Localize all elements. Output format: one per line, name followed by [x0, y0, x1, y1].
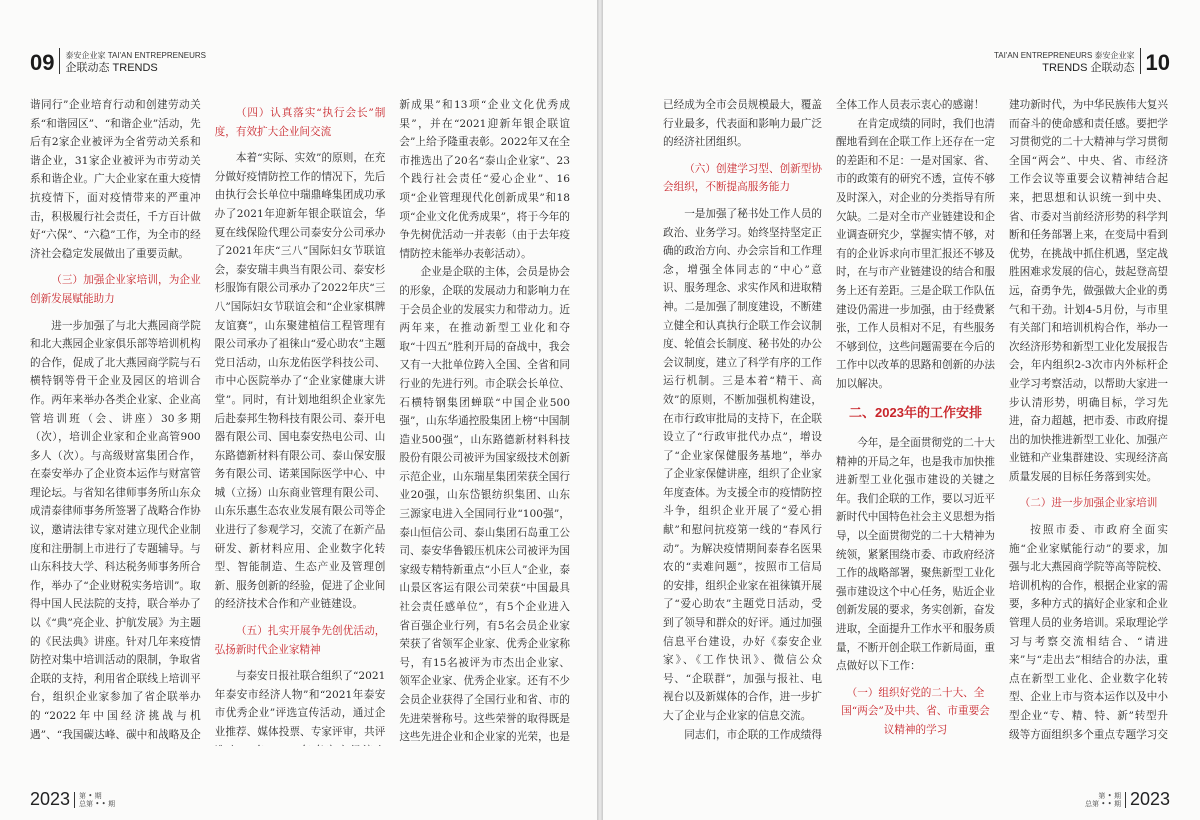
subsection-heading: （六）创建学习型、创新型协会组织，不断提高服务能力: [663, 162, 822, 194]
text-column: [399, 96, 570, 746]
footer-divider: [1125, 792, 1126, 808]
paragraph: 本着“实际、实效”的原则，在充分做好疫情防控工作的情况下，先后由执行会长单位中瑞鼎峰集团成功承办了2021年迎新年银企联谊会，华夏在线保险代理公司泰安分公司承办了2021年庆“三八”国际妇女节联谊会，泰安瑞丰典当有限公司、泰安杉杉服饰有限公司承办了2022年庆“三八”国际妇女节联谊会和“企业家棋牌友谊赛”，山东聚建植信工程管理有限公司承办了祖徕山“爱心助农”主题党日活动，山东龙佑医学科技公司、市中心医院举办了“企业家健康大讲堂”。同时，有计划地组织企业家先后赴泰邦生物科技有限公司、泰开电器有限公司、国电泰安热电公司、山东路德新材料有限公司、泰山保安服务有限公司、诺莱国际医学中心、中城（立扬）山东商业管理有限公司、山东乐惠生态农业发展有限公司等企业进行了参观学习，交流了在新产品研发、新材料应用、企业数字化转型、智能制造、生态产业及管理创新、服务创新的经验，促进了企业间的经济技术合作和产业链建设。: [214, 152, 386, 611]
paragraph: 按照市委、市政府全面实施“企业家赋能行动”的要求，加强与北大燕园商学院等高等院校、培训机构的合作，根据企业家的需要，多种方式的搞好企业家和企业管理人员的业务培训。采取理论学习与考察交流相结合、“请进来”与“走出去”相结合的办法，重点在新型工业化、企业数字化转型、企业上市与资本运作以及中小型企业“专、精、特、新”转型升级等方面组织多个重点专题学习交: [1009, 524, 1168, 741]
paragraph: 新成果”和13项“企业文化优秀成果”，并在“2021迎新年银企联谊会”上给予隆重表彰。2022年又在全市推选出了20名“泰山企业家”、23个践行社会责任“爱心企业”、16项“企业管理现代化创新成果”和18项“企业文化优秀成果”，将于今年的争先树优活动一并表彰（由于去年疫情防控未能举办表彰活动）。: [399, 99, 571, 260]
issue-total: 总第 • • 期: [1085, 800, 1121, 808]
issue-year: 2023: [1129, 789, 1170, 809]
subsection-heading: （四）认真落实“执行会长”制度，有效扩大企业间交流: [214, 107, 386, 138]
text-column: [663, 96, 822, 746]
header-titles: [65, 50, 206, 74]
paragraph: 一是加强了秘书处工作人员的政治、业务学习。始终坚持坚定正确的政治方向、办会宗旨和工作理念，增强全体同志的“中心”意识、服务理念、求实作风和进取精神。二是加强了制度建设，不断建立健全和认真执行企联工作会议制度、轮值会长制度、秘书处的办公会议制度，建立了科学有序的工作运行机制。三是本着“精干、高效”的原则，不断加强机构建设，在市行政审批局的支持下，在企联设立了“行政审批代办点”，增设了“企业家保健服务基地”，举办了企业家保健讲座，组织了企业家年度查体。为支援全市的疫情防控斗争，组织企业开展了“爱心捐献”和慰问抗疫第一线的“春风行动”。为解决疫情期间泰春名医果农的“卖难问题”，按照市工信局的安排，组织企业家在祖徕镇开展了“爱心助农”主题党日活动，受到了领导和群众的好评。通过加强信息平台建设，办好《泰安企业家》、《工作快讯》、微信公众号、“企联群”，加强与报社、电视台以及新媒体的合作，进一步扩大了企业与企业家的信息交流。: [663, 207, 822, 722]
paragraph: 进一步加强了与北大燕园商学院和北大燕园企业家俱乐部等培训机构的合作，促成了北大燕园商学院与石横特钢等骨干企业及园区的培训合作。两年来举办各类企业家、企业高管培训班（会、讲座）30多期（次），培训企业家和企业高管900多人（次）。与高级财富集团合作，在泰安举办了企业资本运作与财富管理论坛。与省知名律师事务所山东众成清泰律师事务所签署了战略合作协议，邀请法律专家对建立现代企业制度和注册制上市进行了专题辅导。与山东科技大学、科达税务师事务所合作，举办了“企业财税实务培训”。取得中国人民法院的支持，联合举办了以《“典”亮企业、护航发展》为主题的《民法典》讲座。针对几年来疫情防控对集中培训活动的限制，争取省企联的支持，利用省企联线上培训平台，组织企业家参加了省企联举办的“2022年中国经济挑战与机遇”、“我国碳达峰、碳中和战略及企: [30, 319, 201, 741]
section-heading: 二、2023年的工作安排: [849, 404, 982, 420]
right-page-columns: [663, 96, 1168, 746]
paragraph: 同志们，市企联的工作成绩得: [684, 728, 822, 741]
magazine-title: TAI'AN ENTREPRENEURS 泰安企业家: [994, 51, 1135, 60]
section-title: TRENDS 企联动态: [1042, 62, 1135, 74]
issue-year: 2023: [30, 789, 71, 809]
header-divider: [59, 48, 60, 74]
paragraph: 全体工作人员表示衷心的感谢！: [836, 99, 985, 111]
subsection-heading: （一）组织好党的二十大、全国“两会”及中共、省、市重要会议精神的学习: [841, 686, 990, 736]
right-page: [603, 0, 1200, 820]
page-number: 10: [1145, 50, 1170, 75]
section-title: 企联动态 TRENDS: [65, 62, 158, 74]
paragraph: 已经成为全市会员规模最大，覆盖行业最多，代表面和影响力最广泛的经济社团组织。: [663, 99, 822, 149]
paragraph: 企业是企联的主体，会员是协会的形象，企联的发展动力和影响力在于会员企业的发展实力和带动力。近两年来，在推动新型工业化和夺取“十四五”胜利开局的奋战中，我会又有一大批单位跨入全国、全省和同行业的先进行列。市企联会长单位、石横特钢集团蝉联“中国企业500强”，山东华通控股集团上榜“中国制造业500强”，山东路德新材料科技股份有限公司被评为国家级技术创新示范企业，山东瑞星集团荣获全国行业20强，山东岱银纺织集团、山东三源家电进入全国同行业“100强”，泰山恒信公司、泰山集团石岛重工公司、泰安华鲁锻压机床公司被评为国家级专精特新重点“小巨人”企业，泰山景区客运有限公司荣获“中国最具社会责任感单位”，有5个企业进入省百强企业行列，有5名会员企业家荣获了省领军企业家、优秀企业家称号，有15名被评为市杰出企业家、领军企业家、优秀企业家。还有不少会员企业获得了全国行业和省、市的先进荣誉称号。这些荣誉的取得既是这些先进企业和企业家的光荣，也是: [399, 266, 571, 744]
subsection-heading: （五）扎实开展争先创优活动，弘扬新时代企业家精神: [214, 625, 386, 656]
left-page-columns: [30, 96, 570, 746]
page-number: 09: [30, 50, 55, 75]
magazine-title: 泰安企业家 TAI'AN ENTREPRENEURS: [65, 51, 206, 60]
paragraph: 今年，是全面贯彻党的二十大精神的开局之年，也是我市加快推进新型工业化强市建设的关键之年。我们企联的工作，要以习近平新时代中国特色社会主义思想为指导，以全面贯彻党的二十大精神为统领，紧紧围绕市委、市政府经济工作的战略部署，聚焦新型工业化强市建设这个中心任务，贴近企业创新发展的要求，务实创新，奋发进取，全面提升工作水平和服务质量，不断开创企联工作新局面，重点做好以下工作：: [836, 437, 995, 673]
issue-number: 第 • 期: [1098, 792, 1121, 800]
text-column: [1009, 96, 1168, 746]
paragraph: 与泰安日报社联合组织了“2021年泰安市经济人物”和“2021年泰安市优秀企业”评选宣传活动，通过企业推荐、媒体投票、专家评审，共评: [214, 670, 386, 738]
footer-divider: [74, 792, 75, 808]
text-column: [30, 96, 201, 746]
subsection-heading: （三）加强企业家培训，为企业创新发展赋能助力: [30, 274, 201, 305]
header-divider: [1140, 48, 1141, 74]
header-titles: [994, 50, 1135, 74]
left-page: [0, 0, 597, 820]
issue-total: 总第 • • 期: [79, 800, 115, 808]
right-page-footer: [1085, 790, 1170, 808]
issue-number: 第 • 期: [79, 792, 102, 800]
paragraph: 建功新时代，为中华民族伟大复兴而奋斗的使命感和责任感。要把学习贯彻党的二十大精神与学习贯彻全国“两会”、中央、省、市经济工作会议等重要会议精神结合起来，把思想和认识统一到中央、省、市委对当前经济形势的科学判断和任务部署上来，在变局中看到优势，在挑战中抓住机遇，坚定战胜困难求发展的信心，鼓起登高望远，奋勇争先，做强做大企业的勇气和干劲。计划4-5月份，与市里有关部门和培训机构合作，举办一次经济形势和新型工业化发展报告会，年内组织2-3次市内外标杆企业学习考察活动，以帮助大家进一步认清形势，明确目标，学习先进，奋力超越，把市委、市政府提出的加快推进新型工业化、加强产业链和产业集群建设、实现经济高质量发展的目标任务落到实处。: [1009, 99, 1168, 483]
paragraph: 谐同行”企业培育行动和创建劳动关系“和谐园区”、“和谐企业”活动，先后有2家企业被评为全省劳动关系和谐企业，31家企业被评为市劳动关系和谐企业。广大企业家在重大疫情抗疫情下，面对疫情带来的严重冲击，积极履行社会责任，千方百计做好“六保”、“六稳”工作，为全市的经济社会稳定发展做出了重要贡献。: [30, 99, 201, 260]
text-column: [836, 96, 995, 746]
right-page-header: [994, 38, 1170, 74]
issue-info: [1085, 792, 1121, 808]
left-page-footer: [30, 790, 115, 808]
issue-info: [79, 792, 115, 808]
left-page-header: [30, 38, 206, 74]
subsection-heading: （二）进一步加强企业家培训: [1019, 497, 1158, 510]
paragraph: 在肯定成绩的同时，我们也清醒地看到在企联工作上还存在一定的差距和不足：一是对国家、省、市的政策有的研究不透，宣传不够及时深入，对企业的分类指导有所欠缺。二是对全市产业链建设和企业调查研究少，掌握实情不够，对有的企业诉求向市里汇报还不够及时，在与市产业链建设的结合和服务上还有差距。三是企联工作队伍建设仍需进一步加强，由于经费紧张，工作人员相对不足，有些服务不够到位，这些问题需要在今后的工作中以改革的思路和创新的办法加以解决。: [836, 117, 995, 390]
text-column: [215, 96, 386, 746]
